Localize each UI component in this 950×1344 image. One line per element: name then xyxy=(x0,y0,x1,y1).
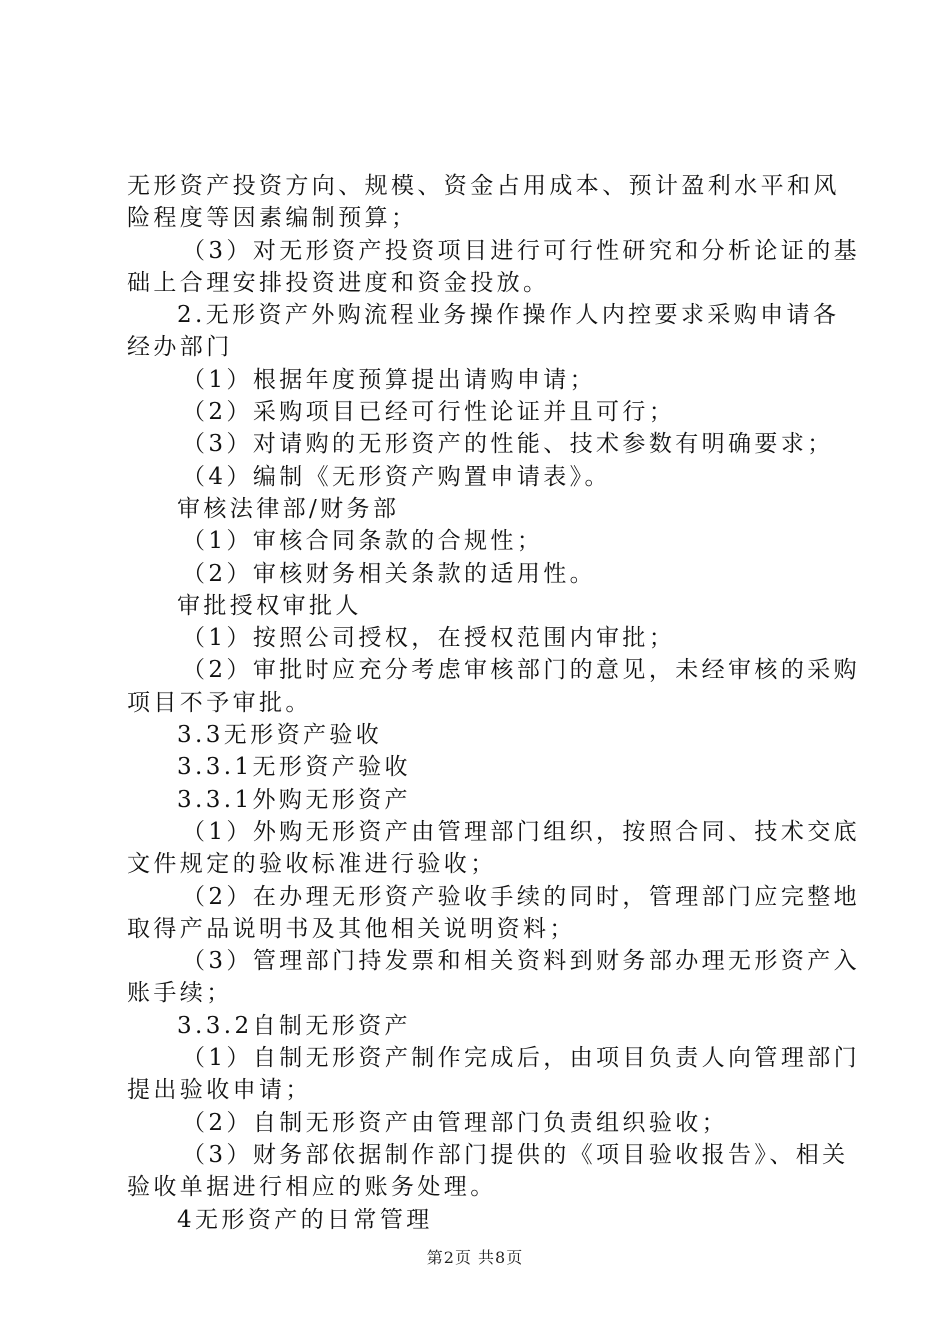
text-line: 验收单据进行相应的账务处理。 xyxy=(127,1174,497,1201)
text-line: （1）审核合同条款的合规性； xyxy=(182,528,544,555)
text-line: （2）采购项目已经可行性论证并且可行； xyxy=(182,399,676,426)
text-line: 提出验收申请； xyxy=(127,1077,312,1104)
text-line: 取得产品说明书及其他相关说明资料； xyxy=(127,915,576,942)
text-line: 账手续； xyxy=(127,980,233,1007)
text-line: 3.3.1外购无形资产 xyxy=(177,786,411,813)
text-line: 经办部门 xyxy=(127,334,233,361)
text-line: 审批授权审批人 xyxy=(177,592,362,619)
text-line: 文件规定的验收标准进行验收； xyxy=(127,851,497,878)
text-line: 无形资产投资方向、规模、资金占用成本、预计盈利水平和风 xyxy=(127,173,840,199)
text-line: （3）对无形资产投资项目进行可行性研究和分析论证的基 xyxy=(182,237,861,264)
text-line: 审核法律部/财务部 xyxy=(177,495,400,522)
text-line: 项目不予审批。 xyxy=(127,689,312,716)
text-line: （2）在办理无形资产验收手续的同时，管理部门应完整地 xyxy=(182,883,861,910)
text-line: （2）自制无形资产由管理部门负责组织验收； xyxy=(182,1109,729,1136)
text-line: （3）管理部门持发票和相关资料到财务部办理无形资产入 xyxy=(182,948,861,975)
text-line: 险程度等因素编制预算； xyxy=(127,205,418,232)
text-line: （3）财务部依据制作部门提供的《项目验收报告》、相关 xyxy=(182,1141,849,1168)
text-line: 2.无形资产外购流程业务操作操作人内控要求采购申请各 xyxy=(177,302,840,329)
text-line: （1）按照公司授权，在授权范围内审批； xyxy=(182,625,676,652)
text-line: 3.3无形资产验收 xyxy=(177,722,383,749)
text-line: （1）根据年度预算提出请购申请； xyxy=(182,366,597,393)
text-line: （1）外购无形资产由管理部门组织，按照合同、技术交底 xyxy=(182,818,861,845)
document-body xyxy=(127,170,861,1236)
text-line: （3）对请购的无形资产的性能、技术参数有明确要求； xyxy=(182,431,834,458)
text-line: （1）自制无形资产制作完成后，由项目负责人向管理部门 xyxy=(182,1045,861,1072)
text-line: 4无形资产的日常管理 xyxy=(177,1206,433,1233)
page-footer: 第2页 共8页 xyxy=(426,1248,524,1267)
text-line: （2）审核财务相关条款的适用性。 xyxy=(182,560,597,587)
text-line: 3.3.1无形资产验收 xyxy=(177,754,411,781)
text-line: 础上合理安排投资进度和资金投放。 xyxy=(127,269,550,296)
text-line: 3.3.2自制无形资产 xyxy=(177,1012,411,1039)
text-line: （4）编制《无形资产购置申请表》。 xyxy=(182,463,611,490)
text-line: （2）审批时应充分考虑审核部门的意见，未经审核的采购 xyxy=(182,657,861,684)
